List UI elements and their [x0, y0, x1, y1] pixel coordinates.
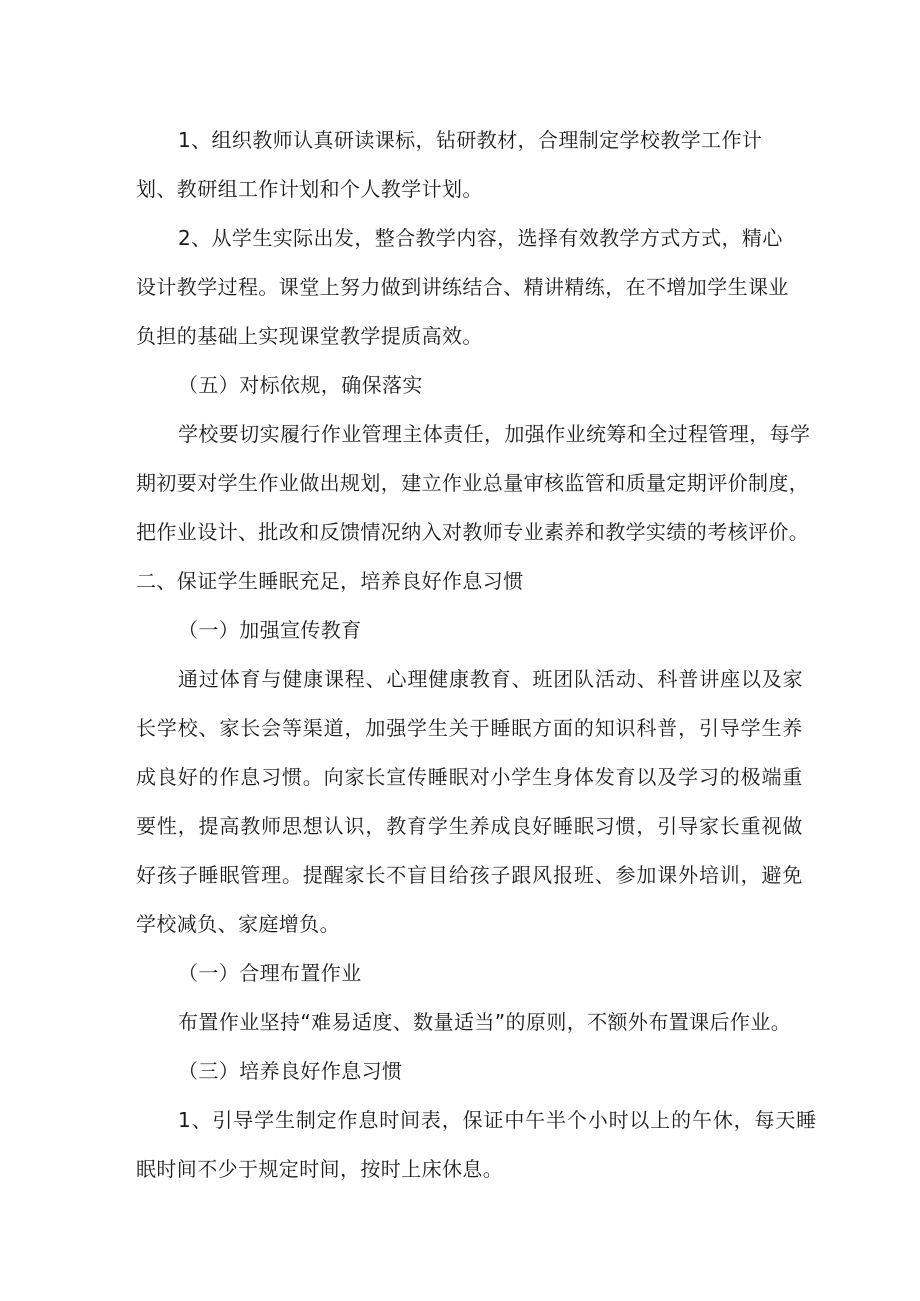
text-line: 1、引导学生制定作息时间表，保证中午半个小时以上的午休，每天睡 — [178, 1108, 818, 1132]
text-line: 眠时间不少于规定时间，按时上床休息。 — [136, 1157, 504, 1181]
section-heading: （三）培养良好作息习惯 — [178, 1059, 403, 1083]
text-line: 学校要切实履行作业管理主体责任，加强作业统筹和全过程管理，每学 — [178, 422, 811, 446]
text-line: 要性，提高教师思想认识，教育学生养成良好睡眠习惯，引导家长重视做 — [136, 814, 804, 838]
text-line: 通过体育与健康课程、心理健康教育、班团队活动、科普讲座以及家 — [178, 667, 804, 691]
text-line: 划、教研组工作计划和个人教学计划。 — [136, 177, 483, 201]
text-line: 负担的基础上实现课堂教学提质高效。 — [136, 324, 483, 348]
text-line: 长学校、家长会等渠道，加强学生关于睡眠方面的知识科普，引导学生养 — [136, 716, 804, 740]
text-line: 学校减负、家庭增负。 — [136, 912, 340, 936]
section-heading: （一）合理布置作业 — [178, 961, 362, 985]
text-line: 2、从学生实际出发，整合教学内容，选择有效教学方式方式，精心 — [178, 226, 783, 250]
section-heading: （一）加强宣传教育 — [178, 618, 362, 642]
text-line: 1、组织教师认真研读课标，钻研教材，合理制定学校教学工作计 — [178, 128, 763, 152]
section-heading: （五）对标依规，确保落实 — [178, 373, 423, 397]
text-line: 期初要对学生作业做出规划，建立作业总量审核监管和质量定期评价制度， — [136, 471, 810, 495]
text-line: 把作业设计、批改和反馈情况纳入对教师专业素养和教学实绩的考核评价。 — [136, 520, 810, 544]
text-line: 设计教学过程。课堂上努力做到讲练结合、精讲精练，在不增加学生课业 — [136, 275, 789, 299]
chapter-heading: 二、保证学生睡眠充足，培养良好作息习惯 — [136, 569, 524, 593]
text-line: 布置作业坚持“难易适度、数量适当”的原则，不额外布置课后作业。 — [178, 1010, 792, 1034]
text-line: 成良好的作息习惯。向家长宣传睡眠对小学生身体发育以及学习的极端重 — [136, 765, 804, 789]
text-line: 好孩子睡眠管理。提醒家长不盲目给孩子跟风报班、参加课外培训，避免 — [136, 863, 804, 887]
